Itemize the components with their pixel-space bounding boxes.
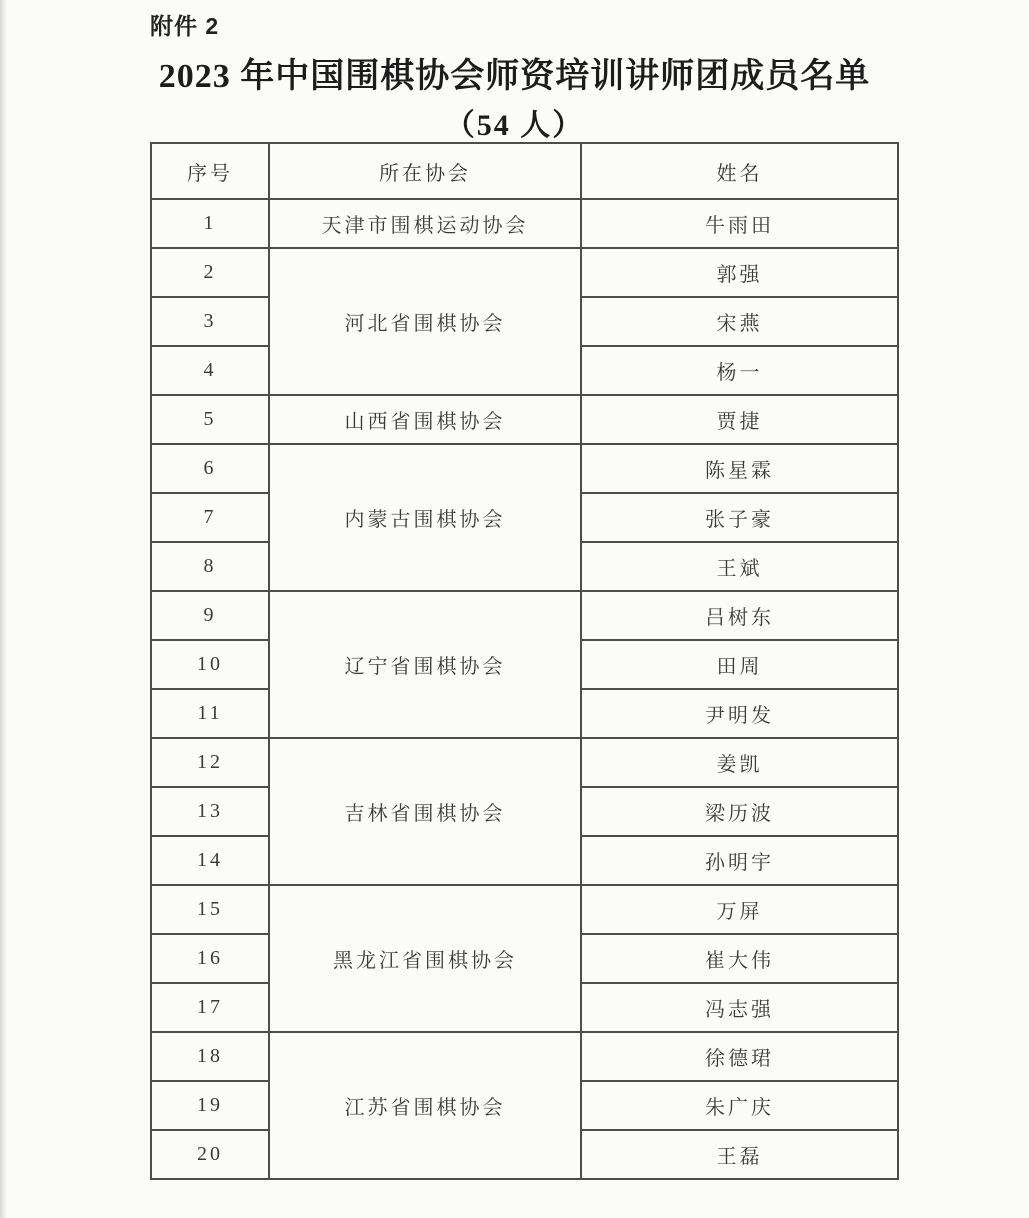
cell-name: 王磊 bbox=[581, 1130, 898, 1179]
cell-name: 孙明宇 bbox=[581, 836, 898, 885]
table-row bbox=[151, 395, 898, 444]
cell-name: 徐德珺 bbox=[581, 1032, 898, 1081]
cell-association: 黑龙江省围棋协会 bbox=[269, 885, 581, 1032]
cell-index: 16 bbox=[151, 934, 269, 983]
cell-association: 吉林省围棋协会 bbox=[269, 738, 581, 885]
cell-name: 姜凯 bbox=[581, 738, 898, 787]
cell-name: 杨一 bbox=[581, 346, 898, 395]
cell-name: 贾捷 bbox=[581, 395, 898, 444]
cell-name: 万屏 bbox=[581, 885, 898, 934]
cell-name: 朱广庆 bbox=[581, 1081, 898, 1130]
cell-index: 5 bbox=[151, 395, 269, 444]
cell-index: 9 bbox=[151, 591, 269, 640]
cell-index: 19 bbox=[151, 1081, 269, 1130]
scan-edge-shadow bbox=[0, 0, 7, 1218]
table-row bbox=[151, 1032, 898, 1081]
cell-name: 张子豪 bbox=[581, 493, 898, 542]
cell-association: 江苏省围棋协会 bbox=[269, 1032, 581, 1179]
cell-name: 田周 bbox=[581, 640, 898, 689]
cell-name: 梁历波 bbox=[581, 787, 898, 836]
table-row bbox=[151, 738, 898, 787]
cell-index: 15 bbox=[151, 885, 269, 934]
cell-index: 6 bbox=[151, 444, 269, 493]
cell-association: 内蒙古围棋协会 bbox=[269, 444, 581, 591]
column-header-association: 所在协会 bbox=[269, 143, 581, 199]
table-row bbox=[151, 199, 898, 248]
cell-index: 12 bbox=[151, 738, 269, 787]
page-title: 2023 年中国围棋协会师资培训讲师团成员名单 bbox=[158, 58, 871, 95]
cell-name: 尹明发 bbox=[581, 689, 898, 738]
cell-name: 王斌 bbox=[581, 542, 898, 591]
cell-index: 2 bbox=[151, 248, 269, 297]
attachment-label: 附件 2 bbox=[150, 13, 220, 39]
cell-index: 18 bbox=[151, 1032, 269, 1081]
cell-index: 11 bbox=[151, 689, 269, 738]
column-header-name: 姓名 bbox=[581, 143, 898, 199]
table-row bbox=[151, 444, 898, 493]
cell-index: 7 bbox=[151, 493, 269, 542]
cell-name: 吕树东 bbox=[581, 591, 898, 640]
table-header-row bbox=[151, 143, 898, 199]
cell-name: 崔大伟 bbox=[581, 934, 898, 983]
table-row bbox=[151, 885, 898, 934]
table-row bbox=[151, 248, 898, 297]
cell-association: 河北省围棋协会 bbox=[269, 248, 581, 395]
cell-name: 宋燕 bbox=[581, 297, 898, 346]
cell-index: 13 bbox=[151, 787, 269, 836]
cell-association: 山西省围棋协会 bbox=[269, 395, 581, 444]
cell-name: 牛雨田 bbox=[581, 199, 898, 248]
page-subtitle: （54 人） bbox=[444, 109, 585, 142]
cell-association: 辽宁省围棋协会 bbox=[269, 591, 581, 738]
roster-table bbox=[150, 142, 899, 1180]
cell-association: 天津市围棋运动协会 bbox=[269, 199, 581, 248]
table-row bbox=[151, 591, 898, 640]
cell-name: 郭强 bbox=[581, 248, 898, 297]
roster-table-body bbox=[151, 199, 898, 1179]
cell-name: 陈星霖 bbox=[581, 444, 898, 493]
cell-index: 1 bbox=[151, 199, 269, 248]
cell-index: 20 bbox=[151, 1130, 269, 1179]
cell-index: 3 bbox=[151, 297, 269, 346]
cell-index: 17 bbox=[151, 983, 269, 1032]
cell-index: 10 bbox=[151, 640, 269, 689]
cell-name: 冯志强 bbox=[581, 983, 898, 1032]
cell-index: 8 bbox=[151, 542, 269, 591]
cell-index: 14 bbox=[151, 836, 269, 885]
column-header-no: 序号 bbox=[151, 143, 269, 199]
cell-index: 4 bbox=[151, 346, 269, 395]
